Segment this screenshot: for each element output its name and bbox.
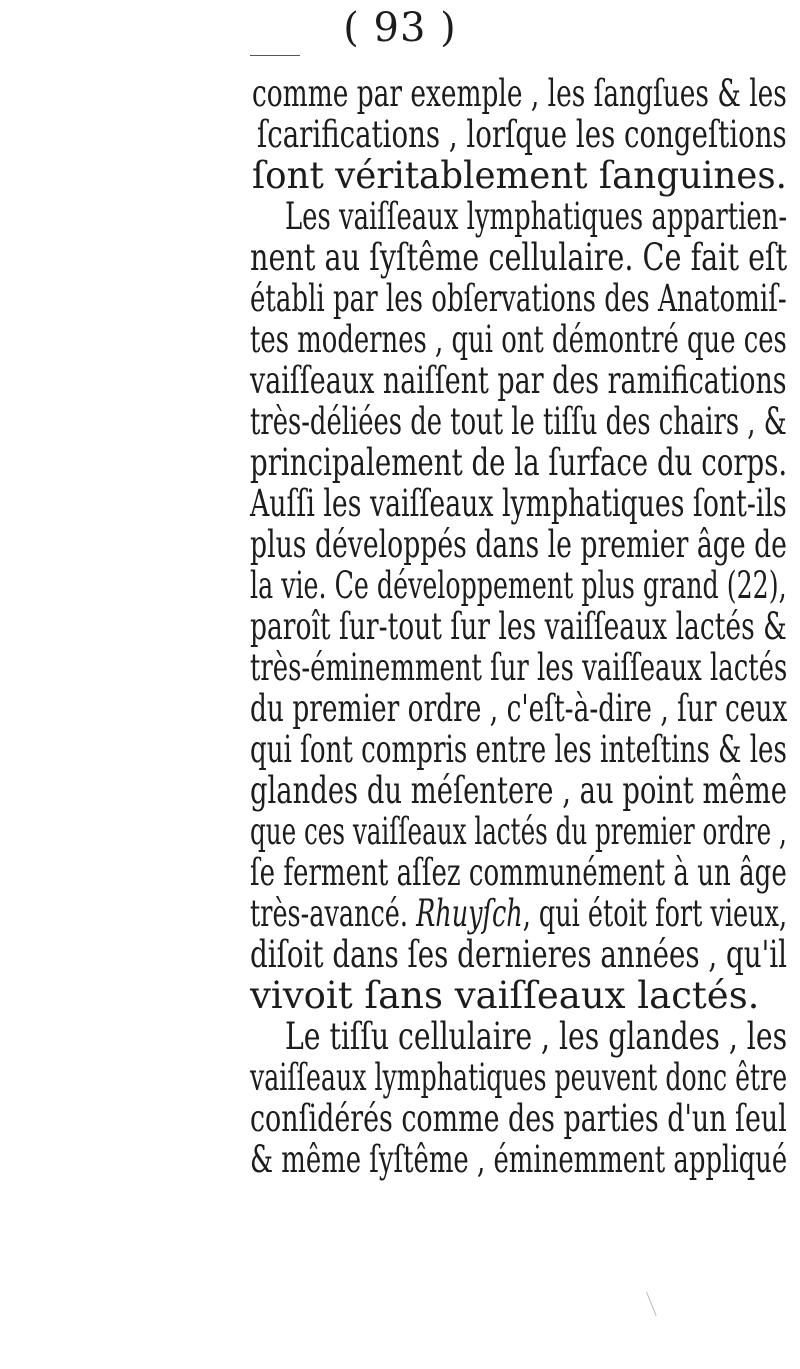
text-line: ſe ferment aſſez communément à un âge [250,851,787,894]
text-line: diſoit dans ſes dernieres années , qu'il [250,933,787,976]
page-number: ( 93 ) [343,5,457,51]
text-line: qui ſont compris entre les inteſtins & les [250,728,787,771]
text-line: très-déliées de tout le tiſſu des chairs , & [250,400,787,443]
text-line: vivoit ſans vaiſſeaux lactés. [250,974,760,1017]
text-line: la vie. Ce développement plus grand (22), [250,564,787,607]
text-line: nent au ſyſtême cellulaire. Ce fait eſt [250,236,788,279]
text-line: ſcarifications , lorſque les congeſtions [257,113,787,156]
text-line: Le tiſſu cellulaire , les glandes , les [285,1015,788,1058]
text-line: très-éminemment ſur les vaiſſeaux lactés [250,646,788,689]
text-line: Auſſi les vaiſſeaux lymphatiques ſont-ils [250,482,787,525]
author-name: Rhuyſch [416,892,523,935]
text-line: vaiſſeaux naiſſent par des ramifications [250,359,787,402]
text-line: glandes du méſentere , au point même [250,769,787,812]
text-line: vaiſſeaux lymphatiques peuvent donc être [250,1056,788,1099]
text-line: que ces vaiſſeaux lactés du premier ordre , [250,810,787,853]
text-line: plus développés dans le premier âge de [250,523,787,566]
text-line: établi par les obſervations des Anatomiſ- [250,277,787,320]
header-rule [250,55,300,56]
text-line: ſont véritablement ſanguines. [252,154,787,197]
text-line: tes modernes , qui ont démontré que ces [250,318,787,361]
text-line-with-italic [250,894,787,934]
text-segment: , qui étoit fort vieux, [522,892,788,935]
text-line: principalement de la ſurface du corps. [250,441,788,484]
stray-pen-mark [646,1289,662,1316]
text-segment: très-avancé. [250,892,417,935]
text-line: du premier ordre , c'eſt-à-dire , ſur ceux [250,687,788,730]
text-line: paroît ſur-tout ſur les vaiſſeaux lactés & [250,605,787,648]
text-line: & même ſyſtême , éminemment appliqué [250,1138,788,1181]
text-line: conſidérés comme des parties d'un ſeul [250,1097,787,1140]
text-line: comme par exemple , les ſangſues & les [252,72,787,115]
text-line: Les vaiſſeaux lymphatiques appartien- [285,195,788,238]
